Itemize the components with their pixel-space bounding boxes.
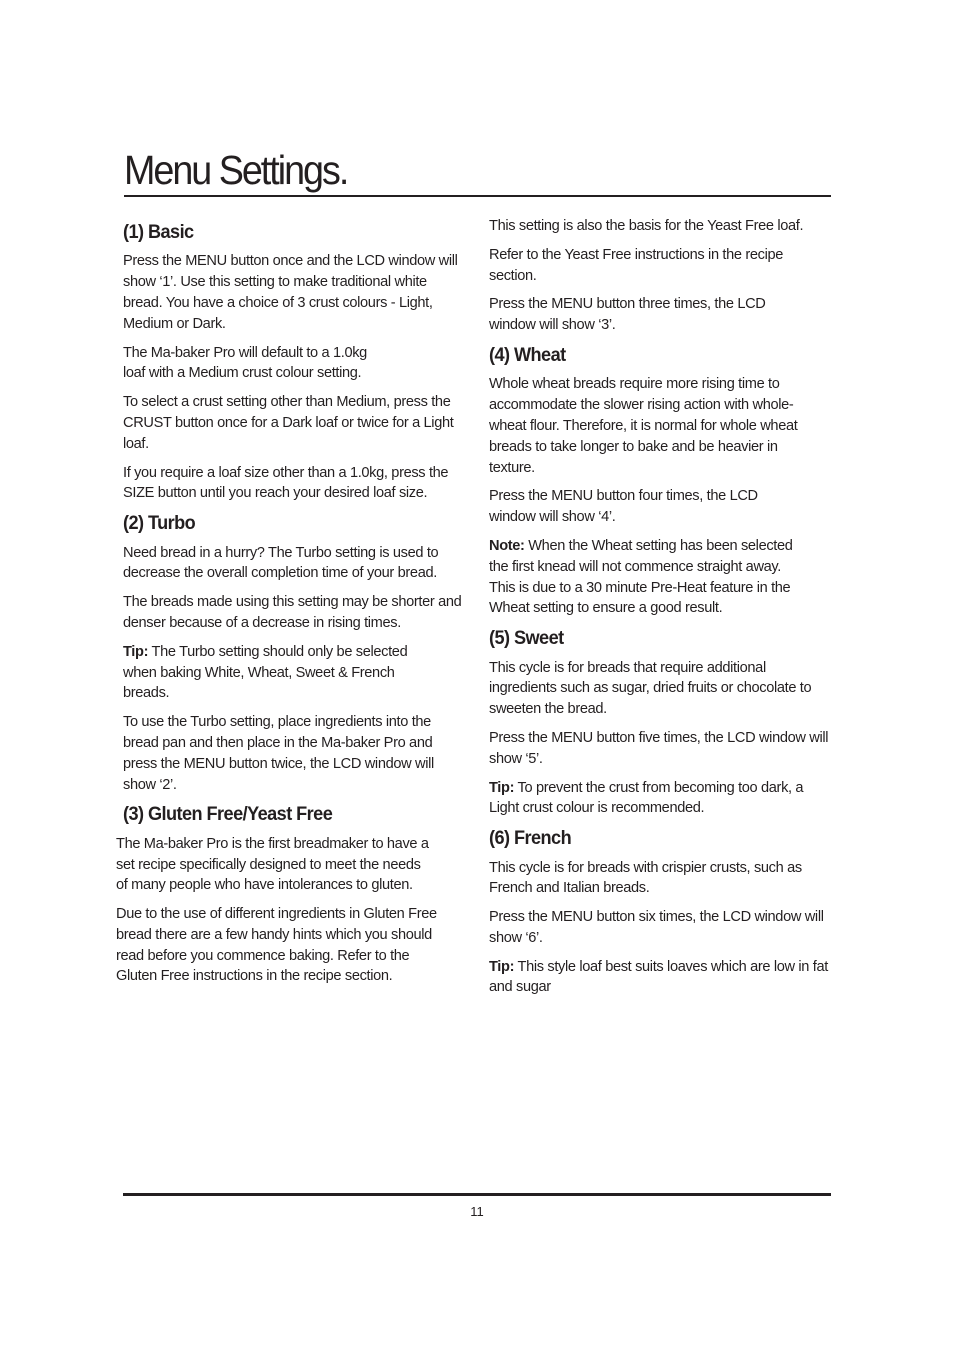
section-sweet bbox=[489, 627, 829, 819]
basic-paragraph-2: The Ma-baker Pro will default to a 1.0kg loaf with a Medium crust colour setting. bbox=[123, 344, 367, 382]
sweet-paragraph-1: This cycle is for breads that require additional ingredients such as sugar, dried fruits or chocolate to sweeten the bread. bbox=[489, 659, 812, 718]
gluten-free-paragraph-3: This setting is also the basis for the Yeast Free loaf. bbox=[489, 218, 804, 234]
wheat-paragraph-1: Whole wheat breads require more rising time to accommodate the slower rising action with whole-wheat flour. Therefore, it is normal for whole wheat breads to take longer to bake and be heavier in texture. bbox=[489, 376, 798, 476]
page-title: Menu Settings. bbox=[124, 147, 348, 193]
wheat-note-label: Note: bbox=[489, 537, 525, 554]
basic-paragraph-3: To select a crust setting other than Medium, press the CRUST button once for a Dark loaf or twice for a Light loaf. bbox=[123, 394, 454, 452]
french-paragraph-2: Press the MENU button six times, the LCD window will show ‘6’. bbox=[489, 909, 824, 946]
wheat-note bbox=[489, 536, 807, 619]
section-french bbox=[489, 827, 829, 998]
turbo-paragraph-1: Need bread in a hurry? The Turbo setting is used to decrease the overall completion time of your bread. bbox=[123, 544, 439, 582]
footer-rule bbox=[123, 1193, 831, 1196]
french-heading: (6) French bbox=[489, 827, 572, 850]
french-tip-text: This style loaf best suits loaves which are low in fat and sugar bbox=[489, 958, 828, 996]
wheat-heading: (4) Wheat bbox=[489, 343, 566, 366]
gluten-free-heading: (3) Gluten Free/Yeast Free bbox=[123, 803, 333, 826]
title-rule bbox=[124, 195, 831, 197]
basic-paragraph-1: Press the MENU button once and the LCD window will show ‘1’. Use this setting to make traditional white bread. You have a choice of 3 crust colours - Light, Medium or Dark. bbox=[123, 253, 458, 332]
basic-heading: (1) Basic bbox=[123, 221, 194, 243]
french-tip bbox=[489, 957, 829, 999]
section-gluten-free-continued bbox=[489, 216, 829, 336]
gluten-free-paragraph-2: Due to the use of different ingredients in Gluten Free bread there are a few handy hints which you should read before you commence baking. Refer to the Gluten Free instructions in the recipe section. bbox=[116, 906, 437, 985]
french-paragraph-1: This cycle is for breads with crispier crusts, such as French and Italian breads. bbox=[489, 859, 802, 897]
basic-paragraph-4: If you require a loaf size other than a 1.0kg, press the SIZE button until you reach your desired loaf size. bbox=[123, 464, 449, 502]
section-wheat bbox=[489, 344, 829, 619]
french-tip-label: Tip: bbox=[489, 958, 515, 975]
sweet-tip-label: Tip: bbox=[489, 779, 515, 796]
turbo-paragraph-4: To use the Turbo setting, place ingredients into the bread pan and then place in the Ma-baker Pro and press the MENU button twice, the LCD window will show ‘2’. bbox=[123, 714, 434, 793]
gluten-free-paragraph-4: Refer to the Yeast Free instructions in the recipe section. bbox=[489, 246, 784, 284]
sweet-paragraph-2: Press the MENU button five times, the LCD window will show ‘5’. bbox=[489, 729, 829, 767]
sweet-tip bbox=[489, 778, 807, 820]
section-basic bbox=[123, 221, 468, 504]
page-number: 11 bbox=[470, 1204, 484, 1219]
turbo-tip bbox=[123, 642, 433, 704]
turbo-paragraph-2: The breads made using this setting may be shorter and denser because of a decrease in rising times. bbox=[123, 594, 462, 631]
wheat-paragraph-2: Press the MENU button four times, the LCD window will show ‘4’. bbox=[489, 488, 758, 526]
turbo-tip-label: Tip: bbox=[123, 643, 149, 660]
gluten-free-paragraph-5: Press the MENU button three times, the LCD window will show ‘3’. bbox=[489, 296, 766, 334]
sweet-tip-text: To prevent the crust from becoming too dark, a Light crust colour is recommended. bbox=[489, 779, 804, 817]
wheat-note-text: When the Wheat setting has been selected the first knead will not commence straight away. This is due to a 30 minute Pre-Heat feature in the Wheat setting to ensure a good result. bbox=[489, 537, 793, 617]
section-turbo bbox=[123, 512, 468, 795]
turbo-heading: (2) Turbo bbox=[123, 512, 196, 535]
sweet-heading: (5) Sweet bbox=[489, 627, 564, 650]
gluten-free-paragraph-1: The Ma-baker Pro is the first breadmaker to have a set recipe specifically designed to meet the needs of many people who have intolerances to gluten. bbox=[116, 835, 429, 894]
left-column bbox=[116, 215, 468, 995]
turbo-tip-text: The Turbo setting should only be selected when baking White, Wheat, Sweet & French breads. bbox=[123, 643, 408, 702]
right-column bbox=[489, 216, 829, 1006]
section-gluten-free bbox=[116, 803, 468, 987]
